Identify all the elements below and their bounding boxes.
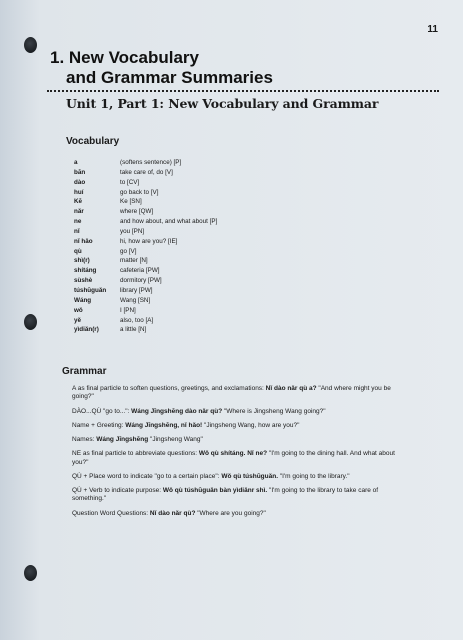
vocabulary-row	[74, 257, 217, 267]
vocabulary-definition: and how about, and what about [P]	[120, 218, 218, 226]
grammar-entry	[72, 408, 412, 416]
vocabulary-definition: I [PN]	[120, 306, 136, 314]
page-number: 11	[427, 24, 438, 35]
vocabulary-term: yìdiǎn(r)	[74, 326, 99, 334]
grammar-entry	[72, 510, 412, 518]
grammar-entry-lead: NE as final particle to abbreviate questions:	[72, 450, 199, 458]
grammar-entry-example: Wáng Jīngshēng, nǐ hǎo!	[125, 421, 203, 429]
vocabulary-row	[74, 198, 217, 208]
vocabulary-definition: also, too [A]	[120, 316, 154, 324]
grammar-entry-tail: "I'm going to the library to take care of something."	[72, 487, 379, 503]
vocabulary-definition: hi, how are you? [IE]	[120, 237, 178, 245]
grammar-entry-lead: DÀO...QÙ "go to...":	[72, 407, 132, 415]
vocabulary-row	[74, 208, 217, 218]
grammar-entry	[72, 436, 412, 444]
grammar-entry-tail: "And where might you be going?"	[72, 385, 391, 401]
dotted-divider	[47, 90, 439, 92]
vocabulary-definition: cafeteria [PW]	[120, 267, 160, 275]
grammar-entry	[72, 422, 412, 430]
chapter-title-line-2: and Grammar Summaries	[66, 68, 273, 87]
vocabulary-term: Wáng	[74, 296, 92, 304]
grammar-entry-example: Wǒ qù túshūguǎn.	[221, 472, 279, 480]
vocabulary-row	[74, 218, 217, 228]
vocabulary-row	[74, 179, 217, 189]
vocabulary-definition: dormitory [PW]	[120, 277, 162, 285]
vocabulary-definition: go [V]	[120, 247, 137, 255]
vocabulary-term: Kē	[74, 198, 83, 206]
vocabulary-definition: take care of, do [V]	[120, 168, 173, 176]
vocabulary-row	[74, 228, 217, 238]
vocabulary-term: dào	[74, 178, 86, 186]
vocabulary-row	[74, 307, 217, 317]
vocabulary-row	[74, 297, 217, 307]
vocabulary-term: wǒ	[74, 306, 83, 314]
vocabulary-row	[74, 248, 217, 258]
grammar-entry-tail: "Jingsheng Wang, how are you?"	[202, 421, 300, 429]
grammar-entry-lead: Name + Greeting:	[72, 421, 126, 429]
vocabulary-term: yě	[74, 316, 82, 324]
vocabulary-definition: library [PW]	[120, 286, 153, 294]
vocabulary-row	[74, 267, 217, 277]
vocabulary-definition: a little [N]	[120, 326, 147, 334]
grammar-heading: Grammar	[62, 366, 107, 377]
grammar-entry-lead: Names:	[72, 436, 97, 444]
vocabulary-term: shítáng	[74, 267, 97, 275]
grammar-entry-example: Wáng Jīngshēng	[96, 436, 149, 444]
grammar-entry-example: Nǐ dào nǎr qù?	[149, 509, 196, 517]
vocabulary-term: nǎr	[74, 208, 84, 216]
grammar-entry-lead: Question Word Questions:	[72, 509, 150, 517]
grammar-entry-tail: "I'm going to the library."	[278, 472, 350, 480]
vocabulary-definition: Ke [SN]	[120, 198, 142, 206]
grammar-entry-example: Nǐ dào nǎr qù a?	[265, 385, 317, 392]
vocabulary-row	[74, 277, 217, 287]
grammar-entry	[72, 450, 412, 466]
vocabulary-table	[74, 159, 217, 336]
grammar-entry-tail: "Jingsheng Wang"	[148, 436, 203, 444]
binder-hole	[24, 565, 37, 581]
grammar-entry-example: Wáng Jīngshēng dào nǎr qù?	[131, 407, 223, 415]
vocabulary-row	[74, 159, 217, 169]
grammar-entry-lead: QÙ + Verb to indicate purpose:	[72, 487, 163, 495]
chapter-title-line-1: 1. New Vocabulary	[50, 48, 199, 67]
binder-hole	[24, 314, 37, 330]
vocabulary-term: sùshè	[74, 277, 93, 285]
vocabulary-term: a	[74, 159, 78, 166]
vocabulary-row	[74, 238, 217, 248]
vocabulary-definition: go back to [V]	[120, 188, 159, 196]
grammar-entry-tail: "Where is Jingsheng Wang going?"	[222, 407, 326, 415]
vocabulary-term: shì(r)	[74, 257, 90, 265]
grammar-list	[72, 385, 412, 524]
unit-heading: Unit 1, Part 1: New Vocabulary and Grammar	[66, 96, 379, 111]
vocabulary-definition: matter [N]	[120, 257, 148, 265]
chapter-title	[50, 48, 273, 88]
vocabulary-term: nǐ	[74, 227, 80, 235]
grammar-entry	[72, 487, 412, 503]
vocabulary-term: qù	[74, 247, 82, 255]
vocabulary-heading: Vocabulary	[66, 136, 120, 147]
grammar-entry	[72, 385, 412, 401]
vocabulary-definition: (softens sentence) [P]	[120, 159, 182, 166]
vocabulary-term: bān	[74, 168, 86, 176]
vocabulary-term: ne	[74, 218, 82, 226]
grammar-entry-tail: "Where are you going?"	[195, 509, 266, 517]
vocabulary-term: nǐ hǎo	[74, 237, 93, 245]
grammar-entry-lead: A as final particle to soften questions, greetings, and exclamations:	[72, 385, 266, 392]
vocabulary-row	[74, 169, 217, 179]
vocabulary-row	[74, 287, 217, 297]
vocabulary-row	[74, 326, 217, 336]
vocabulary-definition: to [CV]	[120, 178, 140, 186]
grammar-entry-tail: "I'm going to the dining hall. And what about you?"	[72, 450, 395, 466]
binder-hole	[24, 37, 37, 53]
grammar-entry-example: Wǒ qù túshūguǎn bàn yìdiǎnr shì.	[162, 487, 268, 495]
grammar-entry-example: Wǒ qù shítáng. Nǐ ne?	[198, 450, 268, 458]
vocabulary-definition: Wang [SN]	[120, 296, 151, 304]
vocabulary-row	[74, 189, 217, 199]
grammar-entry	[72, 473, 412, 481]
vocabulary-term: túshūguǎn	[74, 286, 107, 294]
vocabulary-row	[74, 317, 217, 327]
vocabulary-definition: you [PN]	[120, 227, 145, 235]
grammar-entry-lead: QÙ + Place word to indicate "go to a certain place":	[72, 472, 222, 480]
vocabulary-definition: where [QW]	[120, 208, 154, 216]
vocabulary-term: huí	[74, 188, 84, 196]
